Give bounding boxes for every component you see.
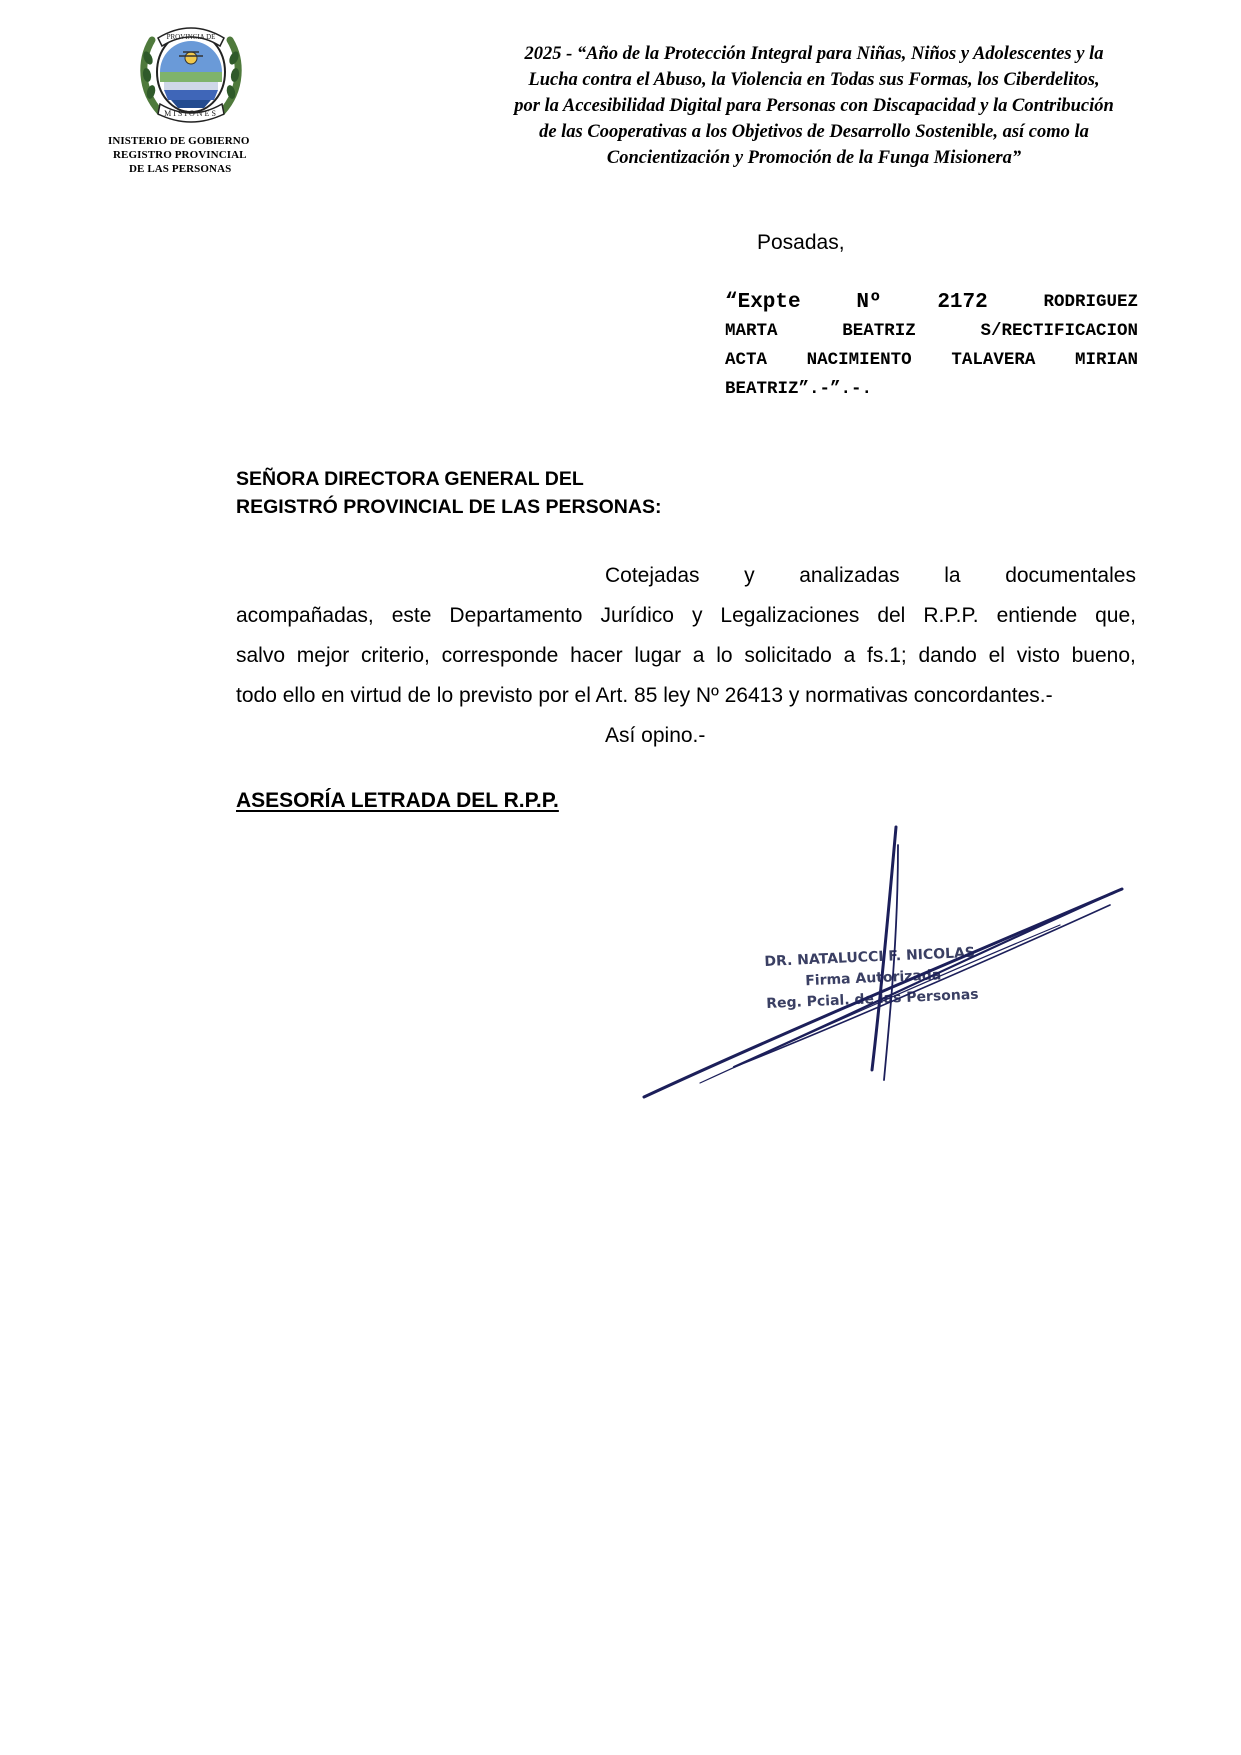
case-reference-line <box>725 346 1138 375</box>
addressee-line: SEÑORA DIRECTORA GENERAL DEL <box>236 468 584 490</box>
closing-phrase: Así opino.- <box>605 724 706 747</box>
case-word: ACTA <box>725 350 768 370</box>
case-reference-line: BEATRIZ”.-”.-. <box>725 379 873 399</box>
coat-of-arms-logo <box>138 20 244 124</box>
case-word: TALAVERA <box>951 350 1036 370</box>
seal-top-text: PROVINCIA DE <box>166 33 216 41</box>
ministry-line: INISTERIO DE GOBIERNO <box>108 135 250 147</box>
body-word: la <box>944 564 961 587</box>
body-line: todo ello en virtud de lo previsto por el Art. 85 ley Nº 26413 y normativas concordantes.- <box>236 684 1053 707</box>
addressee <box>236 465 661 521</box>
body-word: fs.1; <box>867 644 907 667</box>
body-word: hacer <box>570 644 623 667</box>
case-word: RODRIGUEZ <box>1043 292 1138 312</box>
motto-line: Concientización y Promoción de la Funga Misionera” <box>606 148 1022 168</box>
body-word: corresponde <box>441 644 559 667</box>
case-reference-line <box>725 288 1138 317</box>
place-date: Posadas, <box>757 231 845 254</box>
stamp-name: DR. NATALUCCI F. NICOLAS <box>764 944 976 970</box>
case-reference <box>725 288 1138 404</box>
case-reference-line <box>725 317 1138 346</box>
body-line <box>236 636 1136 676</box>
body-word: acompañadas, <box>236 604 374 627</box>
body-word: este <box>391 604 432 627</box>
body-word: criterio, <box>361 644 430 667</box>
handwritten-signature <box>640 825 1140 1115</box>
body-word: salvo <box>236 644 286 667</box>
ministry-name <box>108 134 290 176</box>
body-word: y <box>691 604 703 627</box>
body-word: bueno, <box>1071 644 1136 667</box>
body-word: a <box>843 644 856 667</box>
case-number: 2172 <box>937 291 988 314</box>
body-word: Cotejadas <box>605 564 700 587</box>
body-word: el <box>988 644 1005 667</box>
motto-line: por la Accesibilidad Digital para Personas con Discapacidad y la Contribución <box>514 96 1114 116</box>
year-motto <box>462 41 1166 171</box>
body-word: visto <box>1016 644 1060 667</box>
body-word: Legalizaciones <box>720 604 860 627</box>
motto-line: Lucha contra el Abuso, la Violencia en Todas sus Formas, los Ciberdelitos, <box>528 70 1100 90</box>
case-word: BEATRIZ <box>842 321 916 341</box>
case-word: MIRIAN <box>1074 350 1138 370</box>
body-word: solicitado <box>744 644 832 667</box>
addressee-line: REGISTRÓ PROVINCIAL DE LAS PERSONAS: <box>236 496 662 518</box>
ministry-line: DE LAS PERSONAS <box>129 163 232 175</box>
case-word: S/RECTIFICACION <box>980 321 1138 341</box>
body-word: R.P.P. <box>923 604 979 627</box>
body-word: que, <box>1095 604 1136 627</box>
body-word: y <box>744 564 755 587</box>
case-word: Nº <box>856 291 882 314</box>
body-word: Departamento <box>449 604 583 627</box>
body-word: lo <box>716 644 733 667</box>
stamp-office: Reg. Pcial. de las Personas <box>765 986 979 1012</box>
body-word: mejor <box>296 644 350 667</box>
department-heading: ASESORÍA LETRADA DEL R.P.P. <box>236 789 559 812</box>
body-line <box>236 596 1136 636</box>
case-word: MARTA <box>725 321 778 341</box>
body-word: Jurídico <box>600 604 674 627</box>
body-word: a <box>692 644 705 667</box>
motto-line: de las Cooperativas a los Objetivos de Desarrollo Sostenible, así como la <box>539 122 1089 142</box>
motto-line: 2025 - “Año de la Protección Integral para Niñas, Niños y Adolescentes y la <box>524 44 1104 64</box>
body-word: entiende <box>996 604 1078 627</box>
body-word: del <box>877 604 906 627</box>
body-word: documentales <box>1005 564 1136 587</box>
seal-bottom-text: MISIONES <box>164 109 218 118</box>
case-word: NACIMIENTO <box>806 350 912 370</box>
body-word: dando <box>918 644 977 667</box>
body-line <box>236 556 1136 596</box>
stamp-role: Firma Autorizada <box>804 967 942 990</box>
body-word: lugar <box>634 644 682 667</box>
case-word: “Expte <box>725 291 801 314</box>
body-word: analizadas <box>799 564 900 587</box>
body-paragraph <box>236 556 1136 756</box>
ministry-line: REGISTRO PROVINCIAL <box>113 149 247 161</box>
